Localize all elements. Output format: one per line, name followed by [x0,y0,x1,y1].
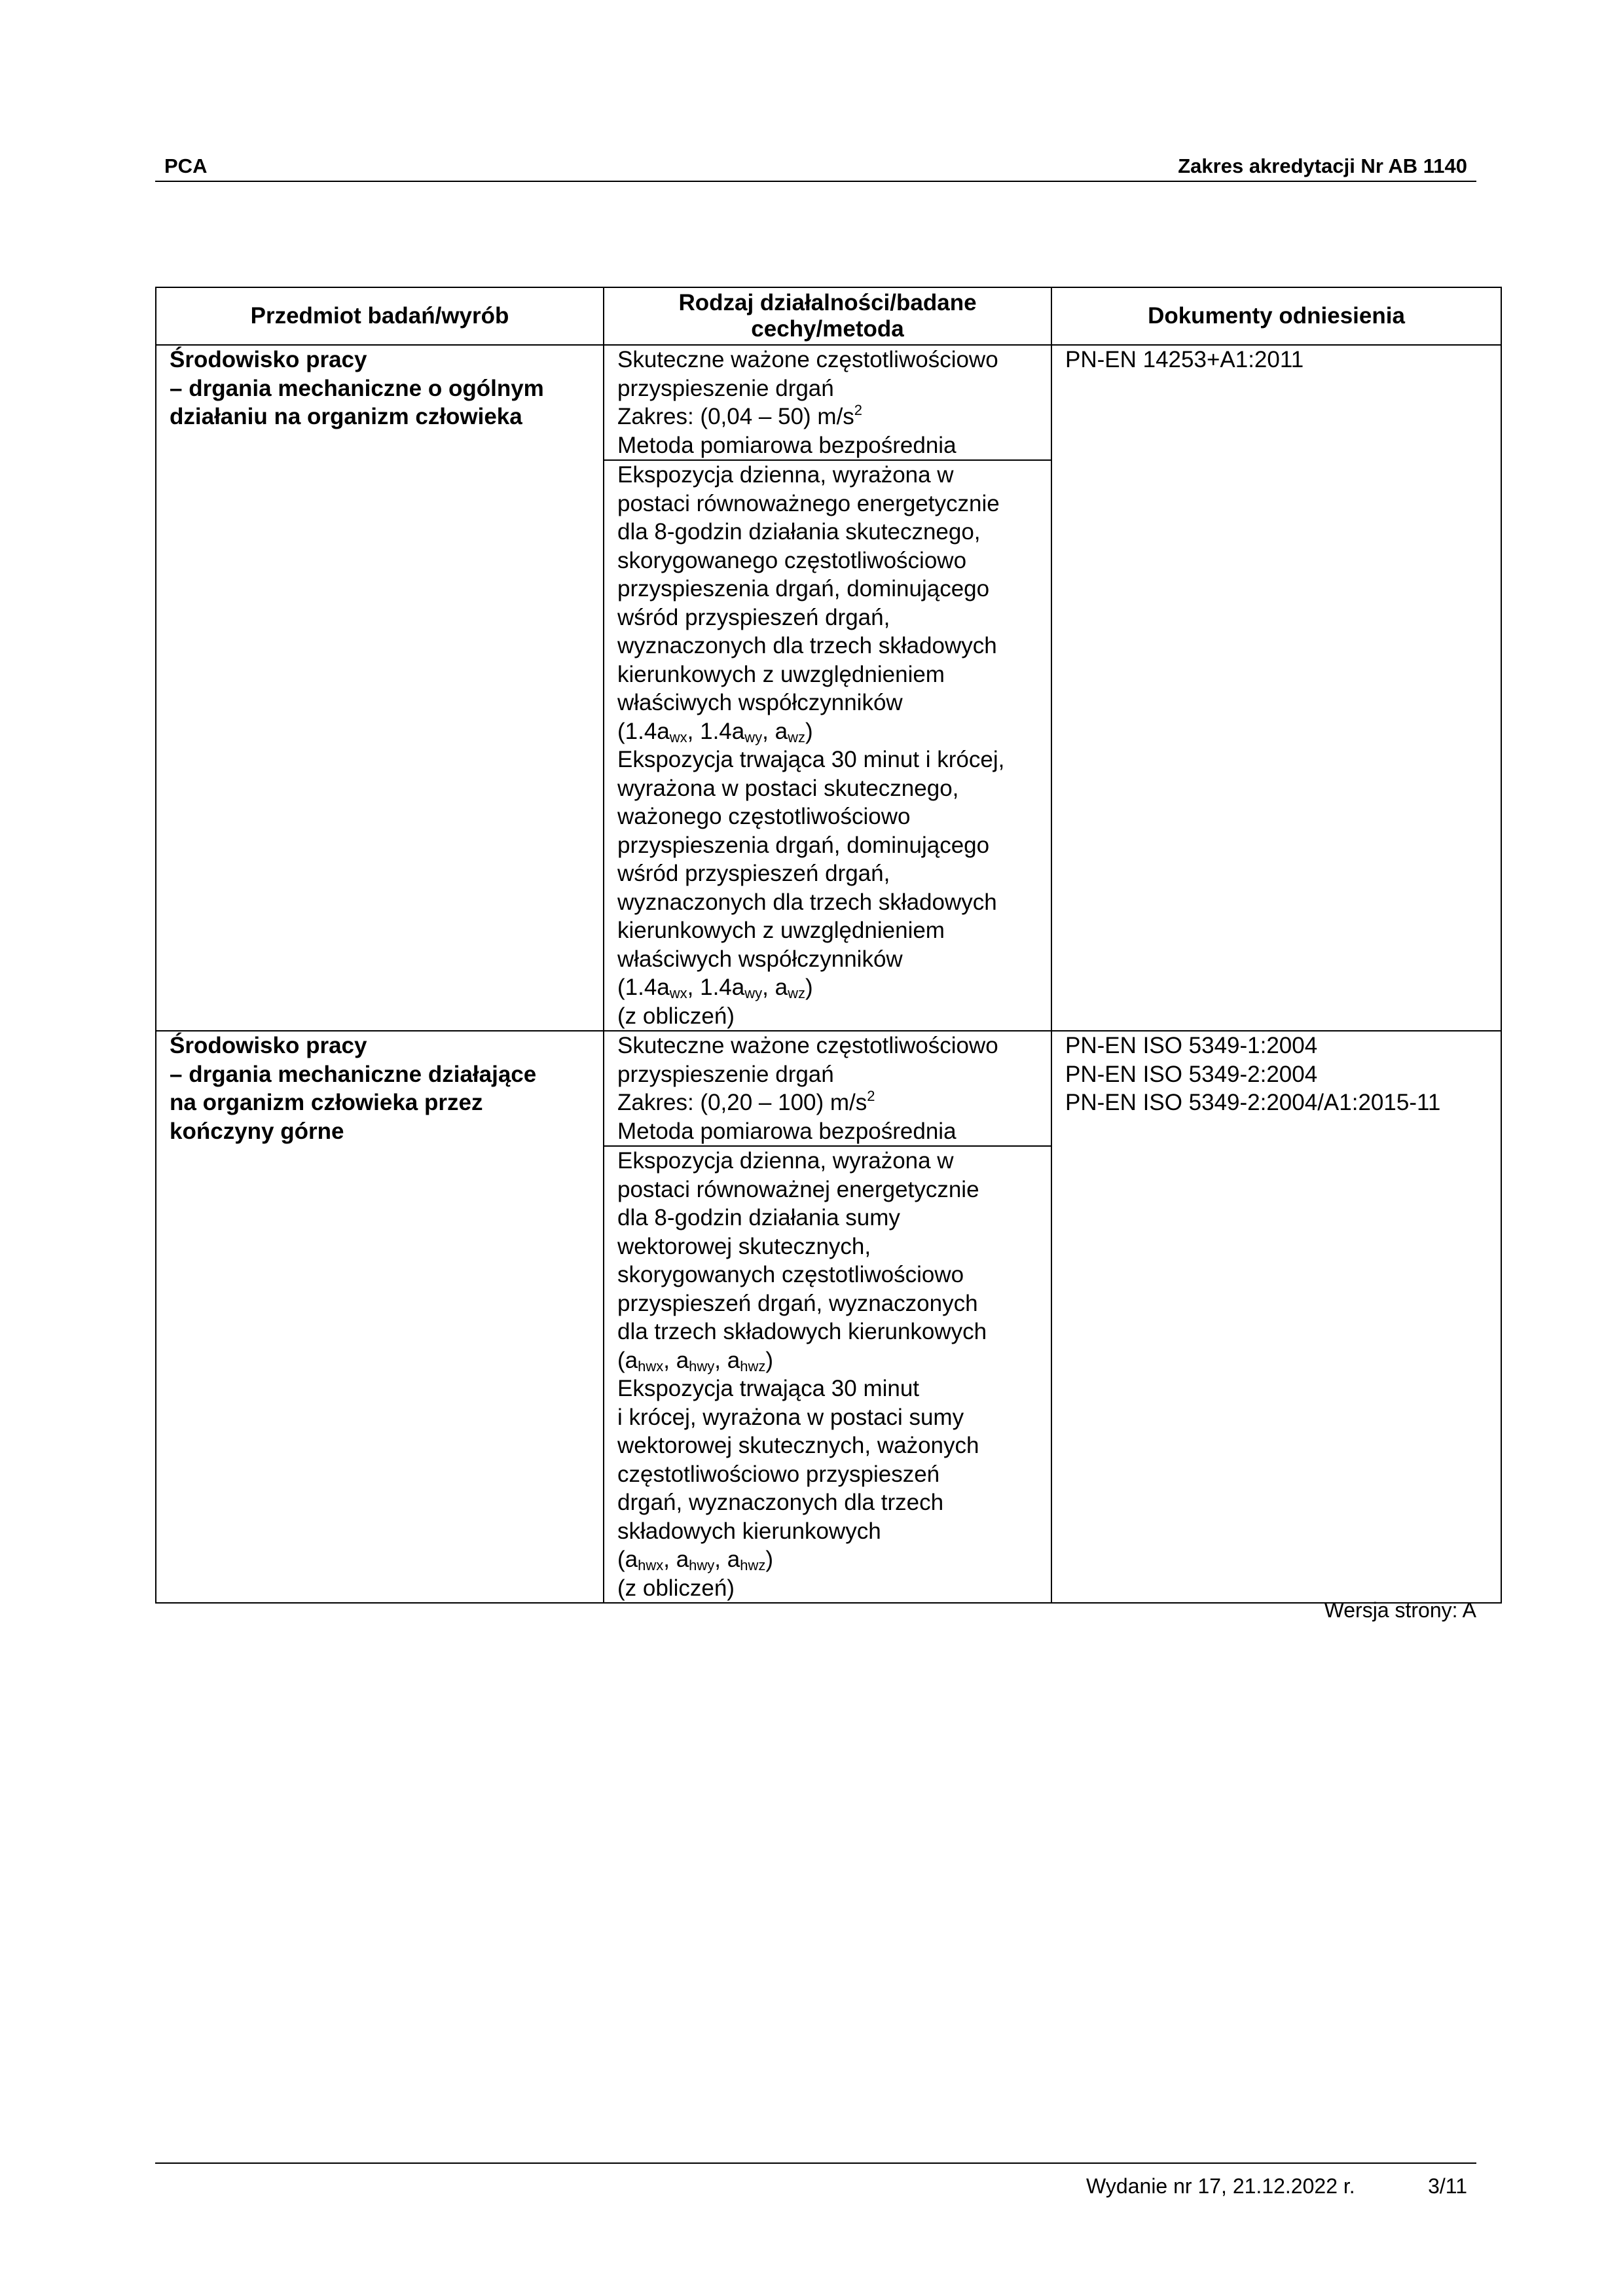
method-cell [604,345,1051,460]
subject-line: – drgania mechaniczne działające [170,1061,537,1087]
method-line: Ekspozycja trwająca 30 minut [617,1376,920,1401]
subject-line: Środowisko pracy [170,347,367,372]
document-reference: PN-EN ISO 5349-2:2004 [1065,1061,1318,1087]
method-line: wektorowej skutecznych, [617,1233,871,1259]
document-reference: PN-EN 14253+A1:2011 [1065,347,1304,372]
range-exponent: 2 [854,402,863,418]
method-line: wyznaczonych dla trzech składowych [617,889,997,915]
method-line: dla 8-godzin działania skutecznego, [617,519,981,545]
subject-line: – drgania mechaniczne o ogólnym [170,375,544,401]
coefficient-formula: ($a_{hwx}$, $a_{hwy}$, $a_{hwz}$) [617,1347,773,1374]
method-line: Ekspozycja dzienna, wyrażona w [617,462,954,488]
method-line: Skuteczne ważone częstotliwościowo [617,1033,998,1058]
method-line: przyspieszenie drgań [617,375,834,401]
method-line: wśród przyspieszeń drgań, [617,861,890,886]
method-line: częstotliwościowo przyspieszeń [617,1461,940,1487]
subject-line: na organizm człowieka przez [170,1090,483,1115]
method-line: drgań, wyznaczonych dla trzech [617,1490,944,1515]
table-row [156,1031,1501,1146]
method-line: wyrażona w postaci skutecznego, [617,775,959,801]
range-text: Zakres: (0,04 – 50) m/s [617,404,854,429]
coefficient-formula: ($1.4a_{wx}$, $1.4a_{wy}$, $a_{wz}$) [617,718,813,745]
method-line: Ekspozycja trwająca 30 minut i krócej, [617,747,1005,772]
method-line: kierunkowych z uwzględnieniem [617,918,945,943]
method-line: właściwych współczynników [617,690,903,715]
coefficient-formula: ($a_{hwx}$, $a_{hwy}$, $a_{hwz}$) [617,1547,773,1573]
method-line: i krócej, wyrażona w postaci sumy [617,1404,964,1430]
header-accreditation-scope: Zakres akredytacji Nr AB 1140 [1178,154,1467,177]
method-line: właściwych współczynników [617,946,903,972]
range-exponent: 2 [867,1088,875,1104]
column-header-subject: Przedmiot badań/wyrób [156,287,604,345]
method-line: (z obliczeń) [617,1575,735,1601]
document-reference: PN-EN ISO 5349-1:2004 [1065,1033,1318,1058]
subject-cell [156,1031,604,1603]
method-line: składowych kierunkowych [617,1518,881,1544]
method-line: Metoda pomiarowa bezpośrednia [617,432,957,458]
method-line: Skuteczne ważone częstotliwościowo [617,347,998,372]
subject-line: kończyny górne [170,1118,344,1144]
range-text: Zakres: (0,20 – 100) m/s [617,1090,867,1115]
method-cell [604,1031,1051,1146]
method-line: postaci równoważnej energetycznie [617,1176,979,1202]
column-header-documents: Dokumenty odniesienia [1051,287,1501,345]
method-line: (z obliczeń) [617,1003,735,1029]
method-line: ważonego częstotliwościowo [617,804,911,829]
range-line [617,403,1038,431]
method-line: wśród przyspieszeń drgań, [617,604,890,630]
method-line: przyspieszeń drgań, wyznaczonych [617,1290,978,1316]
column-header-method: Rodzaj działalności/badane cechy/metoda [604,287,1051,345]
method-line: dla trzech składowych kierunkowych [617,1319,987,1344]
documents-cell [1051,345,1501,1031]
range-line [617,1088,1038,1117]
method-line: kierunkowych z uwzględnieniem [617,661,945,687]
document-reference: PN-EN ISO 5349-2:2004/A1:2015-11 [1065,1090,1441,1115]
documents-cell [1051,1031,1501,1603]
subject-line: działaniu na organizm człowieka [170,404,522,429]
method-line: wektorowej skutecznych, ważonych [617,1433,979,1458]
method-line: Ekspozycja dzienna, wyrażona w [617,1148,954,1174]
page-header [155,153,1476,182]
page-footer [155,2162,1476,2198]
accreditation-table [155,287,1502,1604]
subject-line: Środowisko pracy [170,1033,367,1058]
method-line: dla 8-godzin działania sumy [617,1205,900,1230]
method-cell [604,1146,1051,1603]
subject-cell [156,345,604,1031]
method-line: przyspieszenia drgań, dominującego [617,576,990,601]
coefficient-formula: ($1.4a_{wx}$, $1.4a_{wy}$, $a_{wz}$) [617,975,813,1001]
table-row [156,345,1501,460]
method-line: wyznaczonych dla trzech składowych [617,633,997,658]
page-number: 3/11 [1428,2174,1467,2198]
method-line: przyspieszenia drgań, dominującego [617,832,990,858]
method-line: skorygowanego częstotliwościowo [617,547,967,573]
method-line: Metoda pomiarowa bezpośrednia [617,1118,957,1144]
page-version: Wersja strony: A [1324,1598,1476,1622]
header-org: PCA [164,154,208,177]
method-line: postaci równoważnego energetycznie [617,490,1000,516]
method-cell [604,460,1051,1031]
edition-info: Wydanie nr 17, 21.12.2022 r. [1086,2174,1355,2198]
method-line: przyspieszenie drgań [617,1061,834,1087]
table-header-row [156,287,1501,345]
method-line: skorygowanych częstotliwościowo [617,1262,964,1287]
